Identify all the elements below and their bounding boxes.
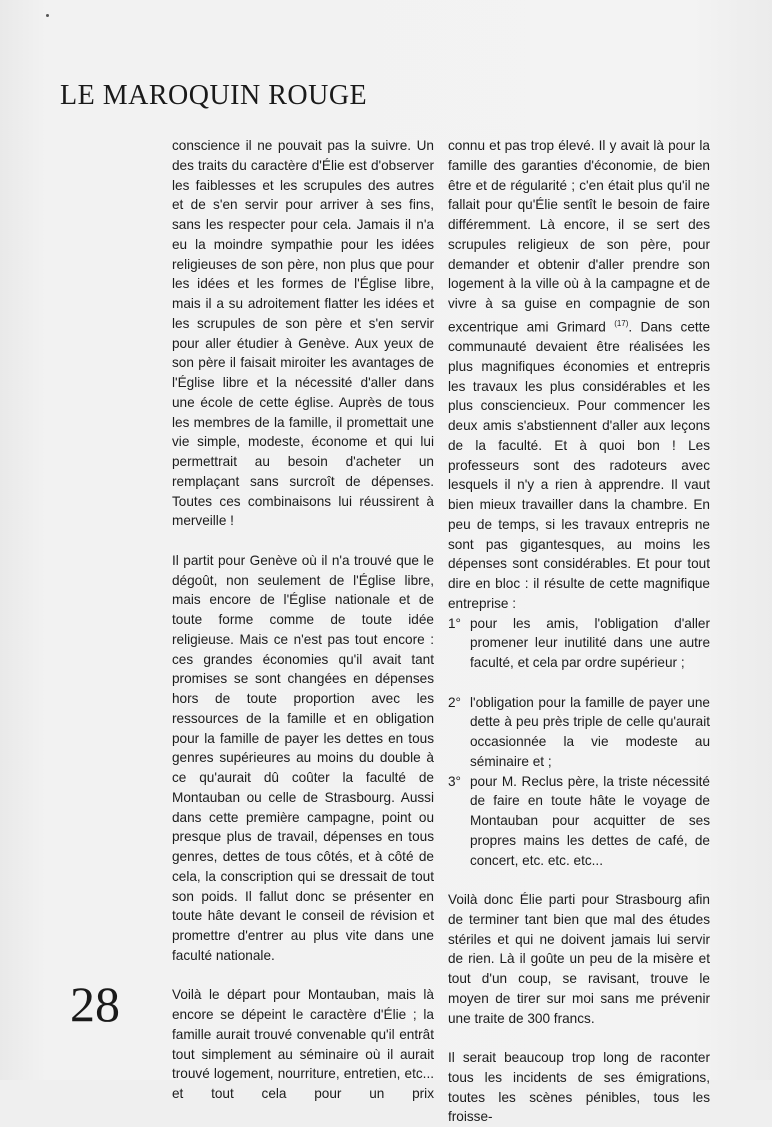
list-text: pour les amis, l'obligation d'aller promener leur inutilité dans une autre faculté, et cela par ordre supérieur ;: [470, 615, 710, 671]
page-number: 28: [70, 976, 120, 1032]
paragraph: [448, 136, 710, 614]
footnote-reference: (17): [614, 318, 629, 328]
page-title: LE MAROQUIN ROUGE: [60, 80, 368, 111]
list-number: 2°: [448, 694, 461, 710]
list-item: [448, 772, 710, 871]
list-text: pour M. Reclus père, la triste nécessité de faire en toute hâte le voyage de Montauban pour acquitter de ses propres mains les dettes de café, de concert, etc. etc. etc...: [470, 773, 710, 868]
paragraph: Il partit pour Genève où il n'a trouvé que le dégoût, non seulement de l'Église libre, mais encore de l'Église nationale et de toute forme comme de toute idée religieuse. Mais ce n'est pas tout encore : ces grandes économies qu'il avait tant promises se sont changées en dépenses hors de toute proportion avec les ressources de la famille et en obligation pour la famille de payer les dettes en tous genres supérieures au moins du double à ce qu'aurait dû coûter la faculté de Montauban ou celle de Strasbourg. Aussi dans cette première campagne, point ou presque plus de travail, dépenses en tous genres, dettes de tous côtés, et à côté de cela, la conscription qui se dressait de tout son poids. Il fallut donc se présenter en toute hâte devant le conseil de révision et promettre d'entrer au plus vite dans une faculté nationale.: [172, 552, 434, 963]
right-column: [448, 136, 710, 1127]
paragraph-text: connu et pas trop élevé. Il y avait là pour la famille des garanties d'économie, de bien être et de régularité ; c'en était plus qu'il ne fallait pour qu'Élie sentît le besoin de faire différemment. Là encore, il se sert des scrupules religieux de son père, pour demander et obtenir d'aller prendre son logement à la ville où à la campagne et de vivre à sa guise en compagnie de son excentrique ami Grimard: [448, 138, 710, 335]
list-item: [448, 693, 710, 772]
paragraph: conscience il ne pouvait pas la suivre. Un des traits du caractère d'Élie est d'observer les faiblesses et les scrupules des autres et de s'en servir pour arriver à ses fins, sans les respecter pour cela. Jamais il n'a eu la moindre sympathie pour les idées religieuses de son père, non plus que pour les idées et les formes de l'Église libre, mais il a su adroitement flatter les idées et les scrupules de son père et s'en servir pour aller étudier à Genève. Aux yeux de son père il faisait miroiter les avantages de l'Église libre et la nécessité d'aller dans une école de cette église. Auprès de tous les membres de la famille, il promettait une vie simple, modeste, économe et qui lui permettrait au besoin d'acheter un remplaçant sans surcroît de dépenses. Toutes ces combinaisons lui réussirent à merveille !: [172, 138, 434, 529]
paragraph: Il serait beaucoup trop long de raconter tous les incidents de ses émigrations, toutes les scènes pénibles, tous les froisse-: [448, 1050, 710, 1125]
list-item: [448, 614, 710, 673]
numbered-list: [448, 614, 710, 871]
speck: [46, 14, 49, 17]
list-text: l'obligation pour la famille de payer une dette à peu près triple de celle qu'aurait occasionnée la vie modeste au séminaire et ;: [470, 694, 710, 769]
list-number: 1°: [448, 615, 461, 631]
left-column: [172, 136, 434, 1104]
paragraph: Voilà le départ pour Montauban, mais là encore se dépeint le caractère d'Élie ; la famille aurait trouvé convenable qu'il entrât tout simplement au séminaire où il aurait trouvé logement, nourriture, entretien, etc... et tout cela pour un prix: [172, 987, 434, 1101]
list-number: 3°: [448, 773, 461, 789]
paragraph: Voilà donc Élie parti pour Strasbourg afin de terminer tant bien que mal des études stériles et qui ne doivent jamais lui servir de rien. Là il goûte un peu de la misère et tout d'un coup, se ravisant, trouve le moyen de tirer sur moi sans me prévenir une traite de 300 francs.: [448, 892, 710, 1026]
paragraph-text-continued: . Dans cette communauté devaient être réalisées les plus magnifiques économies et entrepris les travaux les plus considérables et les plus consciencieux. Pour commencer les deux amis s'abstiennent d'aller aux leçons de la faculté. Et à quoi bon ! Les professeurs sont des radoteurs avec lesquels il n'y a rien à apprendre. Il vaut bien mieux travailler dans la chambre. En peu de temps, si les travaux entrepris ne sont pas gigantesques, au moins les dépenses sont considérables. Et pour tout dire en bloc : il résulte de cette magnifique entreprise :: [448, 319, 711, 611]
